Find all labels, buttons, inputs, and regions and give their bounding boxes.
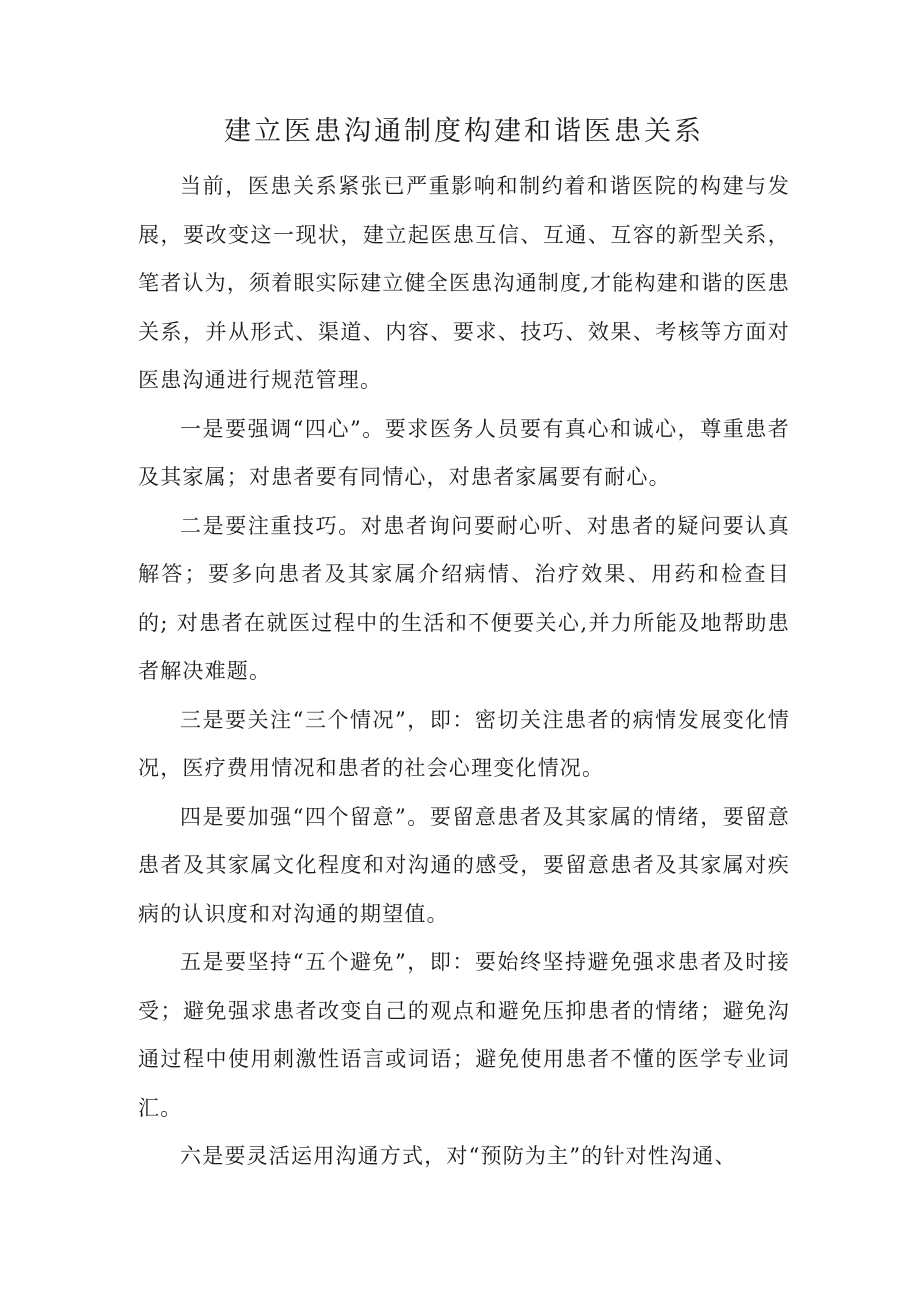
paragraph-point-1: 一是要强调“四心”。要求医务人员要有真心和诚心，尊重患者及其家属；对患者要有同情心，对患者家属要有耐心。 bbox=[138, 416, 790, 489]
paragraph-point-2: 二是要注重技巧。对患者询问要耐心听、对患者的疑问要认真解答；要多向患者及其家属介绍病情、治疗效果、用药和检查目的; 对患者在就医过程中的生活和不便要关心,并力所能及地帮助患者解决难题。 bbox=[138, 513, 790, 683]
paragraph-point-6: 六是要灵活运用沟通方式，对“预防为主”的针对性沟通、 bbox=[180, 1144, 737, 1168]
paragraph-point-3: 三是要关注“三个情况”，即：密切关注患者的病情发展变化情况，医疗费用情况和患者的社会心理变化情况。 bbox=[138, 707, 790, 780]
document-title: 建立医患沟通制度构建和谐医患关系 bbox=[224, 116, 704, 147]
paragraph-point-5: 五是要坚持“五个避免”，即：要始终坚持避免强求患者及时接受；避免强求患者改变自己的观点和避免压抑患者的情绪；避免沟通过程中使用刺激性语言或词语；避免使用患者不懂的医学专业词汇。 bbox=[138, 950, 790, 1120]
paragraph-point-4: 四是要加强“四个留意”。要留意患者及其家属的情绪，要留意患者及其家属文化程度和对沟通的感受，要留意患者及其家属对疾病的认识度和对沟通的期望值。 bbox=[138, 804, 790, 926]
document-page bbox=[138, 108, 790, 1181]
paragraph-intro: 当前，医患关系紧张已严重影响和制约着和谐医院的构建与发展，要改变这一现状，建立起医患互信、互通、互容的新型关系，笔者认为，须着眼实际建立健全医患沟通制度,才能构建和谐的医患关系，并从形式、渠道、内容、要求、技巧、效果、考核等方面对医患沟通进行规范管理。 bbox=[138, 174, 790, 392]
